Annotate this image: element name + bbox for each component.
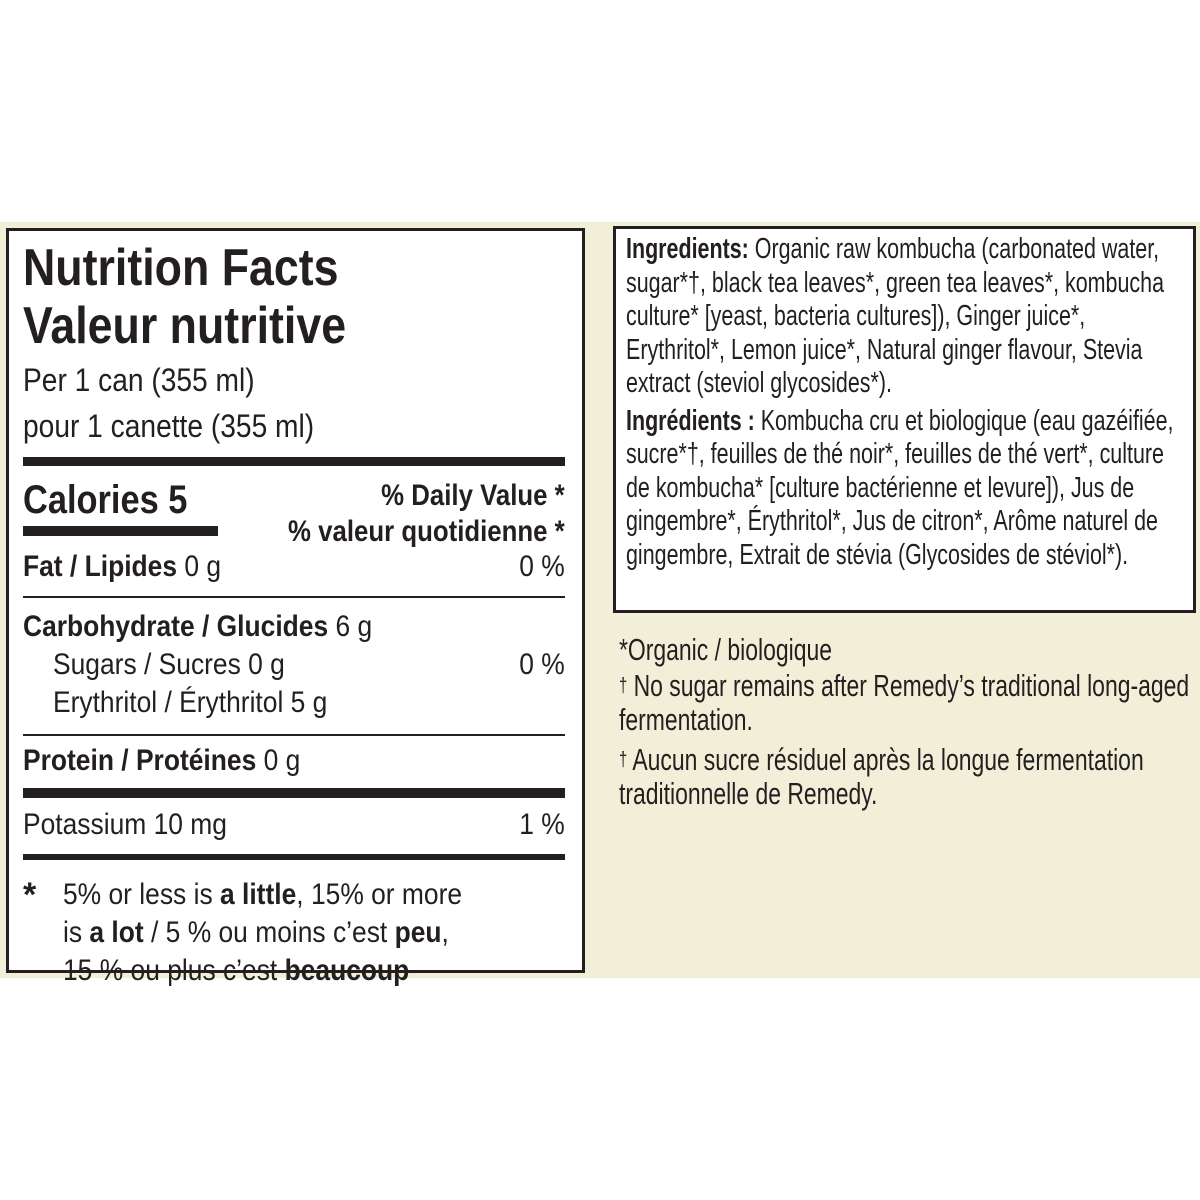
carbohydrate-label: Carbohydrate / Glucides xyxy=(23,610,329,643)
fat-amount: 0 g xyxy=(177,550,222,583)
ingredients-fr-label: Ingrédients : xyxy=(626,404,755,437)
ingredients-fr-text: Kombucha cru et biologique (eau gazéifiée, sucre*†, feuilles de thé noir*, feuilles de thé vert*, culture de kombucha* [culture bactérienne et levure]), Jus de gingembre*, Érythritol*, Jus de citron*, Arôme naturel de gingembre, Extrait de stévia (Glycosides de stéviol*). xyxy=(626,404,1174,571)
organic-note: *Organic / biologique xyxy=(619,632,832,667)
erythritol-label: Erythritol / Érythritol 5 g xyxy=(53,686,328,719)
fat-row xyxy=(23,548,565,588)
protein-row xyxy=(23,742,565,780)
calories-label: Calories 5 xyxy=(23,478,188,522)
dagger-symbol: † xyxy=(619,749,628,771)
sugar-note-fr: † Aucun sucre résiduel après la longue fermentation traditionnelle de Remedy. xyxy=(619,742,1144,811)
protein-amount: 0 g xyxy=(256,744,301,777)
footnote-line-3: 15 % ou plus c’est beaucoup xyxy=(63,954,410,987)
daily-value-footnote xyxy=(23,876,565,990)
potassium-dv: 1 % xyxy=(519,808,565,841)
sugar-note-en: † No sugar remains after Remedy’s traditional long-aged fermentation. xyxy=(619,668,1190,737)
ingredients-en xyxy=(626,233,1188,401)
erythritol-row xyxy=(23,684,565,722)
serving-size-en: Per 1 can (355 ml) xyxy=(23,362,255,398)
divider xyxy=(23,596,565,598)
notes-section xyxy=(619,633,1199,817)
sugars-dv: 0 % xyxy=(519,648,565,681)
ingredients-en-text: Organic raw kombucha (carbonated water, sugar*†, black tea leaves*, green tea leaves*, kombucha culture* [yeast, bacteria cultures]), Ginger juice*, Erythritol*, Lemon juice*, Natural ginger flavour, Stevia extract (steviol glycosides*). xyxy=(626,233,1165,399)
ingredients-en-label: Ingredients: xyxy=(626,233,749,265)
fat-label: Fat / Lipides xyxy=(23,550,178,583)
calories-underline xyxy=(23,526,218,536)
carbohydrate-amount: 6 g xyxy=(328,610,373,643)
footnote-star: * xyxy=(23,876,37,914)
divider xyxy=(23,734,565,736)
fat-dv: 0 % xyxy=(519,550,565,583)
footnote-line-1: 5% or less is a little, 15% or more xyxy=(63,878,463,911)
potassium-row xyxy=(23,806,565,844)
potassium-label: Potassium 10 mg xyxy=(23,808,227,841)
daily-value-header xyxy=(288,478,565,550)
ingredients-fr xyxy=(626,405,1188,573)
dagger-symbol: † xyxy=(619,675,628,697)
nutrition-facts-panel xyxy=(6,228,585,987)
ingredients-panel xyxy=(613,226,1196,613)
divider-medium xyxy=(23,854,565,860)
serving-size-fr: pour 1 canette (355 ml) xyxy=(23,408,315,444)
sugars-label: Sugars / Sucres 0 g xyxy=(53,648,285,681)
divider-thick xyxy=(23,457,565,466)
daily-value-fr: % valeur quotidienne * xyxy=(288,515,565,548)
nutrition-title-en: Nutrition Facts xyxy=(23,239,339,297)
protein-label: Protein / Protéines xyxy=(23,744,257,777)
daily-value-en: % Daily Value * xyxy=(381,479,565,512)
carbohydrate-row xyxy=(23,608,565,646)
calories-row xyxy=(23,466,565,548)
nutrition-title-fr: Valeur nutritive xyxy=(23,297,347,355)
divider-thick xyxy=(23,788,565,798)
sugars-row xyxy=(23,646,565,684)
footnote-line-2: is a lot / 5 % ou moins c’est peu, xyxy=(63,916,449,949)
